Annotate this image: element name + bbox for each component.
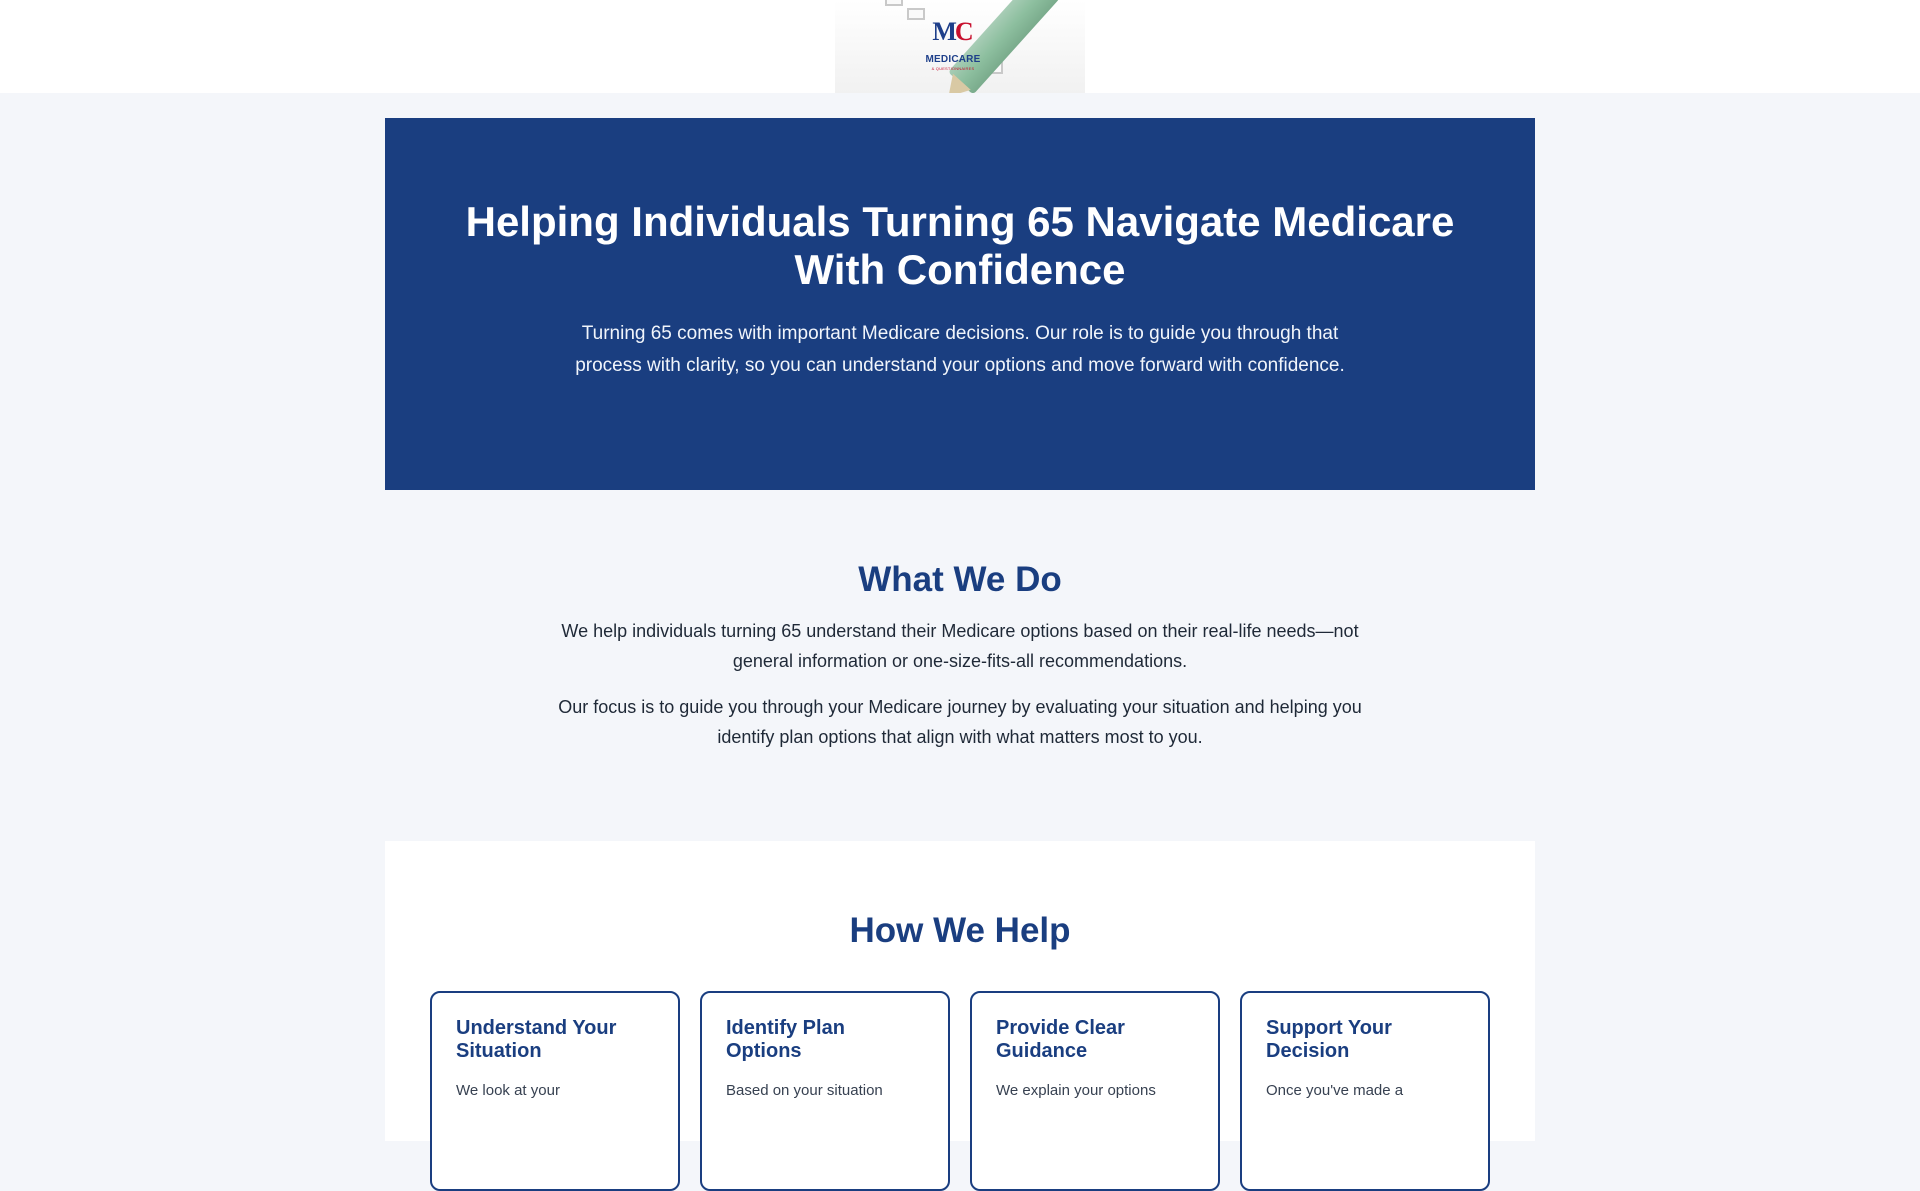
what-we-do-title: What We Do (858, 560, 1062, 599)
what-we-do-section (385, 490, 1535, 841)
hero-description: Turning 65 comes with important Medicare decisions. Our role is to guide you through that process with clarity, so you can understand your options and move forward with confidence. (575, 323, 1345, 376)
help-card-provide-guidance[interactable] (970, 991, 1220, 1191)
logo-mark (928, 18, 976, 52)
help-cards (385, 991, 1535, 1191)
checkbox-graphic-icon (907, 8, 925, 20)
help-card-support-decision[interactable] (1240, 991, 1490, 1191)
main-content (385, 118, 1535, 1141)
help-card-title: Support Your Decision (1266, 1017, 1392, 1062)
site-header (0, 0, 1920, 93)
what-we-do-paragraph: Our focus is to guide you through your Medicare journey by evaluating your situation and helping you identify plan options that align with what matters most to you. (558, 697, 1362, 747)
help-card-understand-situation[interactable] (430, 991, 680, 1191)
help-card-title: Understand Your Situation (456, 1017, 617, 1062)
logo-wordmark: MEDICARE (925, 54, 981, 65)
site-logo[interactable] (835, 0, 1085, 93)
help-card-body: Based on your situation (726, 1082, 883, 1099)
help-card-identify-plan-options[interactable] (700, 991, 950, 1191)
help-card-body: We explain your options (996, 1082, 1156, 1099)
logo-tagline: & QUESTIONNAIRES (931, 66, 975, 71)
checkbox-graphic-icon (885, 0, 903, 6)
hero-title: Helping Individuals Turning 65 Navigate Medicare With Confidence (465, 198, 1455, 293)
help-card-title: Identify Plan Options (726, 1017, 845, 1062)
help-card-title: Provide Clear Guidance (996, 1017, 1125, 1062)
hero-section (385, 118, 1535, 490)
help-card-body: Once you've made a (1266, 1082, 1404, 1099)
logo-mark-letter-m: M (932, 17, 955, 46)
help-card-body: We look at your (456, 1082, 560, 1099)
logo-mark-letter-c: C (954, 17, 972, 46)
how-we-help-section (385, 841, 1535, 1141)
how-we-help-title: How We Help (849, 911, 1071, 950)
what-we-do-paragraph: We help individuals turning 65 understand their Medicare options based on their real-life needs—not general information or one-size-fits-all recommendations. (561, 621, 1359, 671)
